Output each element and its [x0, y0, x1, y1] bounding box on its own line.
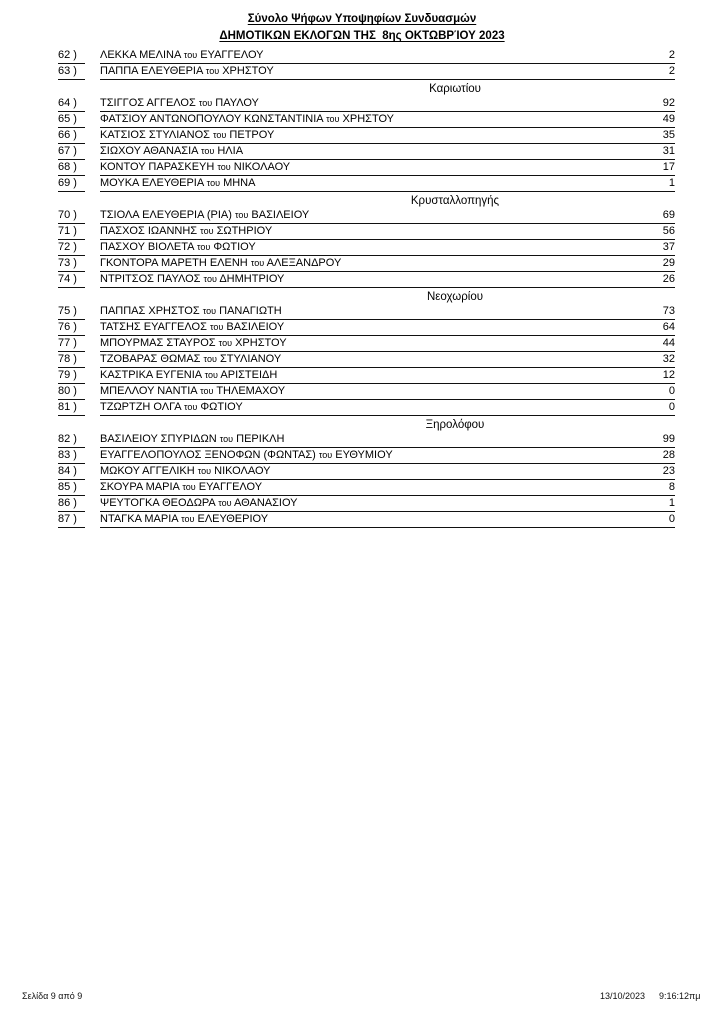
- result-row: [58, 496, 675, 512]
- candidate-name: [100, 146, 243, 157]
- column-gap: [85, 432, 100, 448]
- vote-count: 64: [662, 321, 675, 333]
- row-number: 86 ): [58, 496, 85, 512]
- vote-count: 49: [662, 113, 675, 125]
- candidate-surname-given: ΝΤΑΓΚΑ ΜΑΡΙΑ: [100, 513, 178, 525]
- candidate-name: [100, 450, 393, 461]
- candidate-surname-given: ΤΑΤΣΗΣ ΕΥΑΓΓΕΛΟΣ: [100, 321, 207, 333]
- row-number: 68 ): [58, 160, 85, 176]
- row-number: 81 ): [58, 400, 85, 416]
- result-row: [58, 448, 675, 464]
- candidate-name: [100, 210, 309, 221]
- vote-count: 31: [662, 145, 675, 157]
- father-name: ΑΘΑΝΑΣΙΟΥ: [234, 497, 298, 509]
- candidate-name: [100, 466, 271, 477]
- row-number: 75 ): [58, 304, 85, 320]
- column-gap: [85, 304, 100, 320]
- father-name: ΧΡΗΣΤΟΥ: [342, 113, 395, 125]
- patronymic-connector: του: [183, 50, 198, 60]
- father-name: ΣΩΤΗΡΙΟΥ: [216, 225, 273, 237]
- candidate-name: [100, 50, 264, 61]
- patronymic-connector: του: [203, 274, 217, 284]
- row-main: [100, 272, 675, 288]
- candidate-surname-given: ΠΑΠΠΑ ΕΛΕΥΘΕΡΙΑ: [100, 65, 203, 77]
- candidate-surname-given: ΠΑΠΠΑΣ ΧΡΗΣΤΟΣ: [100, 305, 200, 317]
- section-label: Ξηρολόφου: [425, 419, 485, 431]
- candidate-name: [100, 130, 274, 141]
- report-title-line2: [0, 30, 724, 43]
- row-main: [100, 224, 675, 240]
- row-number: 74 ): [58, 272, 85, 288]
- father-name: ΣΤΥΛΙΑΝΟΥ: [219, 353, 282, 365]
- result-row: [58, 144, 675, 160]
- father-name: ΝΙΚΟΛΑΟΥ: [233, 161, 291, 173]
- result-row: [58, 112, 675, 128]
- row-number: 71 ): [58, 224, 85, 240]
- column-gap: [85, 160, 100, 176]
- patronymic-connector: του: [200, 146, 215, 156]
- candidate-name: [100, 338, 287, 349]
- vote-count: 73: [662, 305, 675, 317]
- row-number: 64 ): [58, 96, 85, 112]
- section-label: Κρυσταλλοπηγής: [410, 195, 500, 207]
- father-name: ΕΛΕΥΘΕΡΙΟΥ: [197, 513, 269, 525]
- result-row: [58, 256, 675, 272]
- result-row: [58, 48, 675, 64]
- section-header: [58, 416, 675, 432]
- patronymic-connector: του: [198, 98, 213, 108]
- row-number: 70 ): [58, 208, 85, 224]
- candidate-surname-given: ΜΠΟΥΡΜΑΣ ΣΤΑΥΡΟΣ: [100, 337, 216, 349]
- row-main: [100, 352, 675, 368]
- father-name: ΕΥΘΥΜΙΟΥ: [335, 449, 393, 461]
- row-main: [100, 160, 675, 176]
- candidate-name: [100, 98, 259, 109]
- row-main: [100, 480, 675, 496]
- column-gap: [85, 368, 100, 384]
- column-gap: [85, 144, 100, 160]
- row-main: [100, 448, 675, 464]
- father-name: ΦΩΤΙΟΥ: [213, 241, 256, 253]
- row-main: [100, 48, 675, 64]
- report-title-line1: [0, 13, 724, 26]
- candidate-surname-given: ΤΣΙΓΓΟΣ ΑΓΓΕΛΟΣ: [100, 97, 196, 109]
- column-gap: [85, 512, 100, 528]
- column-gap: [85, 112, 100, 128]
- father-name: ΕΥΑΓΓΕΛΟΥ: [200, 49, 264, 61]
- section-header: [58, 192, 675, 208]
- row-number: 84 ): [58, 464, 85, 480]
- column-gap: [85, 400, 100, 416]
- father-name: ΒΑΣΙΛΕΙΟΥ: [251, 209, 310, 221]
- row-number: 87 ): [58, 512, 85, 528]
- patronymic-connector: του: [218, 498, 232, 508]
- vote-count: 26: [662, 273, 675, 285]
- result-row: [58, 64, 675, 80]
- column-gap: [85, 240, 100, 256]
- candidate-surname-given: ΝΤΡΙΤΣΟΣ ΠΑΥΛΟΣ: [100, 273, 201, 285]
- row-number: 72 ): [58, 240, 85, 256]
- candidate-surname-given: ΦΑΤΣΙΟΥ ΑΝΤΩΝΟΠΟΥΛΟΥ ΚΩΝΣΤΑΝΤΙΝΙΑ: [100, 113, 324, 125]
- father-name: ΑΡΙΣΤΕΙΔΗ: [220, 369, 278, 381]
- row-number: 83 ): [58, 448, 85, 464]
- father-name: ΧΡΗΣΤΟΥ: [235, 337, 287, 349]
- row-number: 79 ): [58, 368, 85, 384]
- vote-count: 23: [662, 465, 675, 477]
- patronymic-connector: του: [219, 434, 234, 444]
- column-gap: [85, 496, 100, 512]
- father-name: ΜΗΝΑ: [223, 177, 256, 189]
- candidate-name: [100, 354, 281, 365]
- vote-count: 32: [662, 353, 675, 365]
- row-main: [100, 208, 675, 224]
- row-main: [100, 384, 675, 400]
- vote-count: 1: [668, 497, 675, 509]
- vote-count: 56: [662, 225, 675, 237]
- column-gap: [85, 96, 100, 112]
- column-gap: [85, 448, 100, 464]
- row-number: 78 ): [58, 352, 85, 368]
- row-main: [100, 64, 675, 80]
- candidate-name: [100, 274, 284, 285]
- row-number: 69 ): [58, 176, 85, 192]
- patronymic-connector: του: [204, 370, 218, 380]
- section-header: [58, 80, 675, 96]
- candidate-surname-given: ΨΕΥΤΟΓΚΑ ΘΕΟΔΩΡΑ: [100, 497, 216, 509]
- patronymic-connector: του: [205, 66, 220, 76]
- candidate-name: [100, 162, 290, 173]
- print-date: 13/10/2023: [600, 991, 646, 1001]
- patronymic-connector: του: [202, 306, 217, 316]
- row-main: [100, 464, 675, 480]
- result-row: [58, 432, 675, 448]
- row-main: [100, 176, 675, 192]
- vote-count: 92: [662, 97, 675, 109]
- vote-count: 35: [662, 129, 675, 141]
- vote-count: 17: [662, 161, 675, 173]
- result-row: [58, 480, 675, 496]
- row-main: [100, 496, 675, 512]
- patronymic-connector: του: [326, 114, 340, 124]
- row-number: 85 ): [58, 480, 85, 496]
- candidate-name: [100, 178, 255, 189]
- patronymic-connector: του: [217, 162, 231, 172]
- candidate-surname-given: ΣΚΟΥΡΑ ΜΑΡΙΑ: [100, 481, 180, 493]
- row-main: [100, 96, 675, 112]
- patronymic-connector: του: [197, 466, 212, 476]
- result-row: [58, 304, 675, 320]
- page-number: Σελίδα 9 από 9: [22, 991, 83, 1001]
- row-main: [100, 304, 675, 320]
- candidate-name: [100, 258, 341, 269]
- row-number: 82 ): [58, 432, 85, 448]
- column-gap: [85, 480, 100, 496]
- result-row: [58, 464, 675, 480]
- column-gap: [85, 64, 100, 80]
- result-row: [58, 240, 675, 256]
- candidate-name: [100, 114, 394, 125]
- candidate-name: [100, 242, 256, 253]
- column-gap: [85, 128, 100, 144]
- vote-count: 2: [668, 65, 675, 77]
- candidate-surname-given: ΜΩΚΟΥ ΑΓΓΕΛΙΚΗ: [100, 465, 195, 477]
- candidate-surname-given: ΚΑΣΤΡΙΚΑ ΕΥΓΕΝΙΑ: [100, 369, 202, 381]
- vote-count: 8: [668, 481, 675, 493]
- section-header: [58, 288, 675, 304]
- patronymic-connector: του: [181, 514, 195, 524]
- patronymic-connector: του: [200, 226, 214, 236]
- father-name: ΠΑΥΛΟΥ: [215, 97, 259, 109]
- candidate-name: [100, 66, 274, 77]
- row-main: [100, 240, 675, 256]
- row-number: 77 ): [58, 336, 85, 352]
- row-main: [100, 256, 675, 272]
- report-title-line1-text: Σύνολο Ψήφων Υποψηφίων Συνδυασμών: [247, 13, 477, 25]
- candidate-name: [100, 370, 277, 381]
- father-name: ΗΛΙΑ: [217, 145, 244, 157]
- report-title-line2-text: ΔΗΜΟΤΙΚΩΝ ΕΚΛΟΓΩΝ ΤΗΣ 8ης ΟΚΤΩΒΡΊΟΥ 2023: [219, 30, 505, 42]
- result-row: [58, 160, 675, 176]
- candidate-surname-given: ΤΣΙΟΛΑ ΕΛΕΥΘΕΡΙΑ (ΡΙΑ): [100, 209, 232, 221]
- candidate-surname-given: ΚΑΤΣΙΟΣ ΣΤΥΛΙΑΝΟΣ: [100, 129, 210, 141]
- column-gap: [85, 176, 100, 192]
- row-main: [100, 368, 675, 384]
- candidate-surname-given: ΒΑΣΙΛΕΙΟΥ ΣΠΥΡΙΔΩΝ: [100, 433, 217, 445]
- candidate-surname-given: ΜΠΕΛΛΟΥ ΝΑΝΤΙΑ: [100, 385, 198, 397]
- candidate-name: [100, 402, 243, 413]
- vote-count: 1: [668, 177, 675, 189]
- patronymic-connector: του: [218, 338, 233, 348]
- candidate-surname-given: ΜΟΥΚΑ ΕΛΕΥΘΕΡΙΑ: [100, 177, 204, 189]
- row-number: 66 ): [58, 128, 85, 144]
- candidate-surname-given: ΚΟΝΤΟΥ ΠΑΡΑΣΚΕΥΗ: [100, 161, 215, 173]
- result-row: [58, 176, 675, 192]
- vote-count: 0: [668, 401, 675, 413]
- result-row: [58, 384, 675, 400]
- candidate-name: [100, 322, 284, 333]
- row-number: 63 ): [58, 64, 85, 80]
- patronymic-connector: του: [183, 402, 198, 412]
- result-row: [58, 272, 675, 288]
- candidate-surname-given: ΣΙΩΧΟΥ ΑΘΑΝΑΣΙΑ: [100, 145, 198, 157]
- row-main: [100, 144, 675, 160]
- vote-count: 44: [662, 337, 675, 349]
- vote-count: 0: [668, 385, 675, 397]
- column-gap: [85, 464, 100, 480]
- column-gap: [85, 208, 100, 224]
- row-main: [100, 512, 675, 528]
- candidate-name: [100, 226, 272, 237]
- result-row: [58, 400, 675, 416]
- vote-count: 12: [662, 369, 675, 381]
- vote-count: 0: [668, 513, 675, 525]
- vote-count: 2: [668, 49, 675, 61]
- patronymic-connector: του: [213, 130, 227, 140]
- vote-count: 28: [662, 449, 675, 461]
- row-number: 62 ): [58, 48, 85, 64]
- candidate-surname-given: ΛΕΚΚΑ ΜΕΛΙΝΑ: [100, 49, 181, 61]
- candidate-name: [100, 498, 298, 509]
- father-name: ΠΑΝΑΓΙΩΤΗ: [219, 305, 282, 317]
- candidate-surname-given: ΕΥΑΓΓΕΛΟΠΟΥΛΟΣ ΞΕΝΟΦΩΝ (ΦΩΝΤΑΣ): [100, 449, 316, 461]
- candidate-surname-given: ΠΑΣΧΟΣ ΙΩΑΝΝΗΣ: [100, 225, 198, 237]
- father-name: ΑΛΕΞΑΝΔΡΟΥ: [266, 257, 342, 269]
- row-main: [100, 320, 675, 336]
- candidate-name: [100, 434, 284, 445]
- result-row: [58, 208, 675, 224]
- candidate-surname-given: ΤΖΟΒΑΡΑΣ ΘΩΜΑΣ: [100, 353, 201, 365]
- candidate-surname-given: ΓΚΟΝΤΟΡΑ ΜΑΡΕΤΗ ΕΛΕΝΗ: [100, 257, 248, 269]
- candidate-name: [100, 386, 285, 397]
- father-name: ΠΕΤΡΟΥ: [229, 129, 275, 141]
- row-number: 67 ): [58, 144, 85, 160]
- result-row: [58, 96, 675, 112]
- father-name: ΕΥΑΓΓΕΛΟΥ: [198, 481, 263, 493]
- row-main: [100, 128, 675, 144]
- father-name: ΦΩΤΙΟΥ: [200, 401, 243, 413]
- candidate-name: [100, 514, 268, 525]
- father-name: ΤΗΛΕΜΑΧΟΥ: [216, 385, 286, 397]
- result-row: [58, 368, 675, 384]
- row-number: 73 ): [58, 256, 85, 272]
- father-name: ΝΙΚΟΛΑΟΥ: [214, 465, 271, 477]
- column-gap: [85, 256, 100, 272]
- row-number: 80 ): [58, 384, 85, 400]
- section-label: Νεοχωρίου: [426, 291, 484, 303]
- patronymic-connector: του: [182, 482, 196, 492]
- vote-count: 99: [662, 433, 675, 445]
- result-row: [58, 128, 675, 144]
- candidate-name: [100, 306, 282, 317]
- patronymic-connector: του: [203, 354, 217, 364]
- result-row: [58, 320, 675, 336]
- column-gap: [85, 384, 100, 400]
- vote-count: 29: [662, 257, 675, 269]
- patronymic-connector: του: [250, 258, 265, 268]
- print-time: 9:16:12πμ: [659, 991, 701, 1001]
- father-name: ΒΑΣΙΛΕΙΟΥ: [226, 321, 285, 333]
- candidate-surname-given: ΤΖΩΡΤΖΗ ΟΛΓΑ: [100, 401, 181, 413]
- row-main: [100, 400, 675, 416]
- result-row: [58, 336, 675, 352]
- row-main: [100, 432, 675, 448]
- column-gap: [85, 352, 100, 368]
- patronymic-connector: του: [209, 322, 224, 332]
- candidate-surname-given: ΠΑΣΧΟΥ ΒΙΟΛΕΤΑ: [100, 241, 194, 253]
- row-number: 76 ): [58, 320, 85, 336]
- column-gap: [85, 224, 100, 240]
- patronymic-connector: του: [318, 450, 333, 460]
- results-table: [58, 48, 675, 528]
- section-label: Καριωτίου: [429, 83, 481, 95]
- result-row: [58, 352, 675, 368]
- column-gap: [85, 272, 100, 288]
- result-row: [58, 224, 675, 240]
- row-number: 65 ): [58, 112, 85, 128]
- father-name: ΔΗΜΗΤΡΙΟΥ: [219, 273, 285, 285]
- row-main: [100, 336, 675, 352]
- vote-count: 37: [662, 241, 675, 253]
- vote-count: 69: [662, 209, 675, 221]
- patronymic-connector: του: [200, 386, 214, 396]
- result-row: [58, 512, 675, 528]
- father-name: ΠΕΡΙΚΛΗ: [236, 433, 285, 445]
- column-gap: [85, 320, 100, 336]
- patronymic-connector: του: [196, 242, 211, 252]
- father-name: ΧΡΗΣΤΟΥ: [222, 65, 274, 77]
- patronymic-connector: του: [206, 178, 221, 188]
- patronymic-connector: του: [235, 210, 249, 220]
- column-gap: [85, 336, 100, 352]
- column-gap: [85, 48, 100, 64]
- candidate-name: [100, 482, 262, 493]
- row-main: [100, 112, 675, 128]
